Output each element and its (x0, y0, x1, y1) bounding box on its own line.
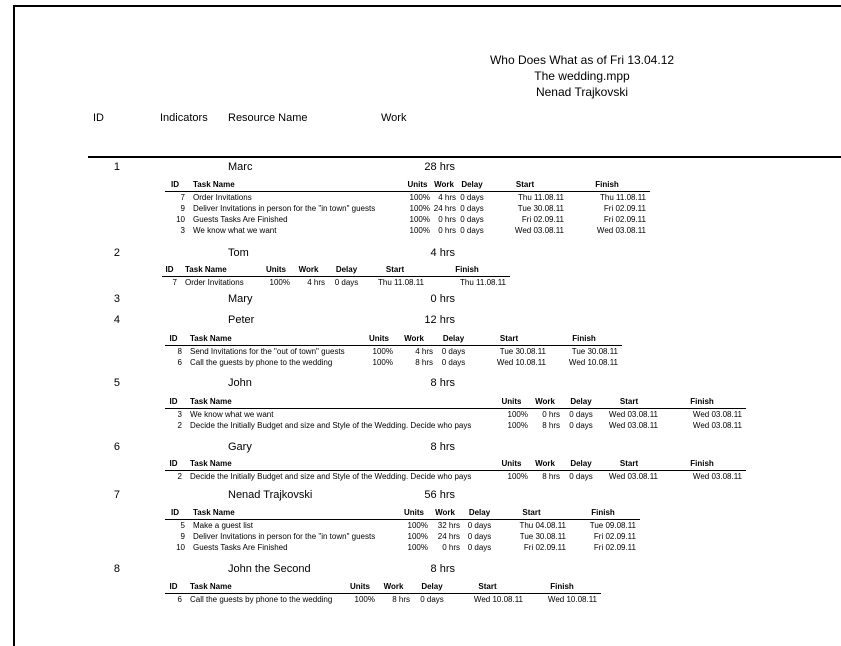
task-finish: Fri 02.09.11 (603, 203, 646, 213)
resource-name: Nenad Trajkovski (228, 489, 313, 501)
task-finish: Thu 11.08.11 (460, 277, 506, 287)
task-finish: Wed 03.08.11 (596, 225, 646, 235)
col-header-start: Start (600, 395, 662, 408)
col-header-units: Units (495, 457, 530, 470)
resource-id: 2 (113, 247, 120, 259)
resource-work: 0 hrs (430, 293, 455, 305)
col-header-work: Work (377, 580, 412, 593)
resource-work: 8 hrs (430, 441, 455, 453)
page-border-top (13, 5, 841, 7)
resource-row-john-the-second (0, 563, 841, 577)
task-start: Wed 10.08.11 (473, 594, 523, 604)
task-row (165, 214, 650, 225)
resource-id: 7 (113, 489, 120, 501)
resource-row-john (0, 377, 841, 391)
resource-name: Marc (228, 161, 253, 173)
col-header-work: Work (430, 506, 462, 519)
header-separator-line (88, 156, 841, 158)
task-units: 100% (372, 357, 393, 367)
task-delay: 0 days (569, 420, 593, 430)
col-header-delay: Delay (462, 506, 497, 519)
task-row (165, 542, 640, 553)
task-row (165, 357, 622, 368)
task-header-row (165, 506, 640, 519)
task-work: 32 hrs (437, 520, 460, 530)
task-units: 100% (354, 594, 375, 604)
col-header-units: Units (365, 332, 395, 345)
task-start: Tue 30.08.11 (499, 346, 546, 356)
task-start: Thu 04.08.11 (519, 520, 566, 530)
task-header-row (165, 178, 650, 191)
task-delay: 0 days (334, 277, 359, 287)
col-header-finish: Finish (570, 506, 640, 519)
task-start: Wed 03.08.11 (608, 420, 658, 430)
resource-work: 28 hrs (424, 161, 455, 173)
col-header-work: Work (432, 178, 458, 191)
task-header-row (165, 580, 601, 593)
task-finish: Wed 10.08.11 (547, 594, 597, 604)
task-work: 4 hrs (415, 346, 433, 356)
resource-work: 8 hrs (430, 377, 455, 389)
task-start: Thu 11.08.11 (518, 192, 564, 202)
col-header-id: ID (165, 178, 193, 191)
task-table-john-the-second (165, 580, 601, 605)
task-delay: 0 days (467, 520, 492, 530)
col-header-task-name: Task Name (193, 178, 405, 191)
task-work: 8 hrs (415, 357, 433, 367)
task-delay: 0 days (467, 542, 492, 552)
task-id: 2 (177, 420, 182, 430)
task-id: 10 (176, 214, 185, 224)
task-table-john (165, 395, 746, 431)
col-header-start: Start (497, 506, 570, 519)
resource-name: Gary (228, 441, 252, 453)
col-header-units: Units (400, 506, 430, 519)
col-header-id: ID (165, 332, 190, 345)
col-header-id: ID (165, 580, 190, 593)
report-project: The wedding.mpp (534, 69, 630, 83)
col-header-delay: Delay (327, 263, 366, 276)
task-name: Deliver Invitations in person for the "in town" guests (193, 531, 376, 541)
resource-row-gary (0, 441, 841, 455)
col-header-task-name: Task Name (185, 263, 262, 276)
task-row (165, 593, 601, 605)
col-header-finish: Finish (662, 457, 746, 470)
task-row (165, 519, 640, 531)
task-id: 10 (176, 542, 185, 552)
col-header-delay: Delay (412, 580, 452, 593)
task-units: 100% (409, 225, 430, 235)
task-work: 4 hrs (307, 277, 325, 287)
task-units: 100% (409, 214, 430, 224)
task-row (165, 191, 650, 203)
main-header-resource-name: Resource Name (228, 112, 308, 124)
task-start: Wed 10.08.11 (496, 357, 546, 367)
task-row (165, 470, 746, 482)
task-name: Decide the Initially Budget and size and Style of the Wedding. Decide who pays (190, 471, 472, 481)
task-name: We know what we want (193, 225, 277, 235)
resource-id: 3 (113, 293, 120, 305)
task-start: Tue 30.08.11 (519, 531, 566, 541)
task-row (165, 531, 640, 542)
task-delay: 0 days (569, 471, 593, 481)
task-start: Thu 11.08.11 (378, 277, 424, 287)
task-units: 100% (372, 346, 393, 356)
task-start: Fri 02.09.11 (521, 214, 564, 224)
task-name: Decide the Initially Budget and size and Style of the Wedding. Decide who pays (190, 420, 472, 430)
col-header-work: Work (530, 395, 562, 408)
task-table-gary (165, 457, 746, 482)
task-name: Order Invitations (193, 192, 252, 202)
resource-row-tom (0, 247, 841, 261)
task-units: 100% (507, 409, 528, 419)
resource-id: 1 (113, 161, 120, 173)
col-header-finish: Finish (568, 178, 650, 191)
task-id: 5 (180, 520, 185, 530)
task-id: 7 (172, 277, 177, 287)
resource-work: 56 hrs (424, 489, 455, 501)
task-finish: Wed 10.08.11 (568, 357, 618, 367)
task-finish: Fri 02.09.11 (603, 214, 646, 224)
resource-id: 4 (113, 314, 120, 326)
task-name: Send Invitations for the "out of town" guests (190, 346, 345, 356)
task-start: Wed 03.08.11 (608, 471, 658, 481)
resource-name: Mary (228, 293, 253, 305)
task-id: 6 (177, 357, 182, 367)
resource-row-mary (0, 293, 841, 307)
task-delay: 0 days (441, 346, 466, 356)
task-finish: Tue 09.08.11 (589, 520, 636, 530)
task-id: 3 (177, 409, 182, 419)
task-name: We know what we want (190, 409, 274, 419)
task-work: 0 hrs (442, 542, 460, 552)
col-header-id: ID (165, 506, 193, 519)
main-header-work: Work (381, 112, 407, 124)
task-work: 0 hrs (542, 409, 560, 419)
resource-name: Peter (228, 314, 255, 326)
task-header-row (165, 395, 746, 408)
col-header-id: ID (162, 263, 185, 276)
col-header-start: Start (472, 332, 550, 345)
col-header-task-name: Task Name (193, 506, 400, 519)
task-start: Wed 03.08.11 (608, 409, 658, 419)
resource-id: 6 (113, 441, 120, 453)
task-delay: 0 days (420, 594, 444, 604)
resource-work: 12 hrs (424, 314, 455, 326)
col-header-units: Units (495, 395, 530, 408)
task-table-marc (165, 178, 650, 236)
task-units: 100% (269, 277, 290, 287)
resource-id: 8 (113, 563, 120, 575)
report-title-block (382, 52, 782, 100)
col-header-finish: Finish (527, 580, 601, 593)
task-name: Make a guest list (193, 520, 254, 530)
resource-work: 4 hrs (430, 247, 455, 259)
col-header-finish: Finish (428, 263, 510, 276)
task-work: 8 hrs (392, 594, 410, 604)
task-work: 24 hrs (433, 203, 456, 213)
task-id: 2 (177, 471, 182, 481)
col-header-start: Start (452, 580, 527, 593)
task-finish: Wed 03.08.11 (692, 409, 742, 419)
main-header-indicators: Indicators (160, 112, 208, 124)
task-row (162, 276, 510, 288)
resource-row-peter (0, 314, 841, 328)
col-header-finish: Finish (662, 395, 746, 408)
task-work: 8 hrs (542, 471, 560, 481)
task-delay: 0 days (460, 214, 484, 224)
report-author: Nenad Trajkovski (535, 85, 629, 99)
task-finish: Wed 03.08.11 (692, 420, 742, 430)
resource-row-marc (0, 161, 841, 175)
col-header-task-name: Task Name (190, 332, 365, 345)
resource-name: John (228, 377, 252, 389)
task-table-nenad-trajkovski (165, 506, 640, 553)
col-header-start: Start (366, 263, 428, 276)
col-header-task-name: Task Name (190, 457, 495, 470)
col-header-work: Work (395, 332, 435, 345)
task-delay: 0 days (460, 225, 484, 235)
task-units: 100% (409, 203, 430, 213)
col-header-id: ID (165, 457, 190, 470)
report-title: Who Does What as of Fri 13.04.12 (489, 53, 675, 67)
task-delay: 0 days (441, 357, 466, 367)
task-finish: Tue 30.08.11 (571, 346, 618, 356)
task-finish: Thu 11.08.11 (600, 192, 646, 202)
task-units: 100% (407, 542, 428, 552)
resource-work: 8 hrs (430, 563, 455, 575)
task-units: 100% (407, 520, 428, 530)
task-delay: 0 days (460, 192, 484, 202)
task-name: Call the guests by phone to the wedding (190, 357, 333, 367)
col-header-units: Units (405, 178, 432, 191)
task-finish: Fri 02.09.11 (593, 542, 636, 552)
task-name: Call the guests by phone to the wedding (190, 594, 333, 604)
col-header-units: Units (345, 580, 377, 593)
col-header-units: Units (262, 263, 292, 276)
task-name: Guests Tasks Are Finished (193, 214, 288, 224)
task-row (165, 420, 746, 431)
task-id: 3 (180, 225, 185, 235)
task-name: Deliver Invitations in person for the "in town" guests (193, 203, 376, 213)
col-header-start: Start (600, 457, 662, 470)
task-work: 24 hrs (437, 531, 460, 541)
col-header-id: ID (165, 395, 190, 408)
task-row (165, 225, 650, 236)
col-header-work: Work (530, 457, 562, 470)
task-header-row (165, 332, 622, 345)
col-header-delay: Delay (562, 457, 600, 470)
task-row (165, 203, 650, 214)
task-header-row (165, 457, 746, 470)
task-work: 4 hrs (438, 192, 456, 202)
task-delay: 0 days (467, 531, 492, 541)
task-units: 100% (407, 531, 428, 541)
task-name: Order Invitations (185, 277, 244, 287)
col-header-task-name: Task Name (190, 395, 495, 408)
task-id: 7 (180, 192, 185, 202)
task-id: 6 (177, 594, 182, 604)
col-header-start: Start (486, 178, 568, 191)
task-table-tom (162, 263, 510, 288)
task-start: Fri 02.09.11 (523, 542, 566, 552)
col-header-delay: Delay (562, 395, 600, 408)
task-delay: 0 days (569, 409, 593, 419)
task-row (165, 408, 746, 420)
task-row (165, 345, 622, 357)
task-finish: Wed 03.08.11 (692, 471, 742, 481)
task-units: 100% (507, 471, 528, 481)
task-start: Wed 03.08.11 (514, 225, 564, 235)
task-id: 8 (177, 346, 182, 356)
task-table-peter (165, 332, 622, 368)
task-header-row (162, 263, 510, 276)
resource-name: Tom (228, 247, 249, 259)
task-finish: Fri 02.09.11 (593, 531, 636, 541)
task-id: 9 (180, 203, 185, 213)
col-header-finish: Finish (550, 332, 622, 345)
task-units: 100% (507, 420, 528, 430)
main-header-id: ID (93, 112, 104, 124)
task-delay: 0 days (460, 203, 484, 213)
task-name: Guests Tasks Are Finished (193, 542, 288, 552)
col-header-work: Work (292, 263, 327, 276)
task-start: Tue 30.08.11 (517, 203, 564, 213)
col-header-delay: Delay (435, 332, 472, 345)
resource-id: 5 (113, 377, 120, 389)
col-header-task-name: Task Name (190, 580, 345, 593)
task-work: 0 hrs (438, 214, 456, 224)
resource-row-nenad-trajkovski (0, 489, 841, 503)
task-units: 100% (409, 192, 430, 202)
resource-name: John the Second (228, 563, 311, 575)
task-work: 0 hrs (438, 225, 456, 235)
task-work: 8 hrs (542, 420, 560, 430)
task-id: 9 (180, 531, 185, 541)
col-header-delay: Delay (458, 178, 486, 191)
